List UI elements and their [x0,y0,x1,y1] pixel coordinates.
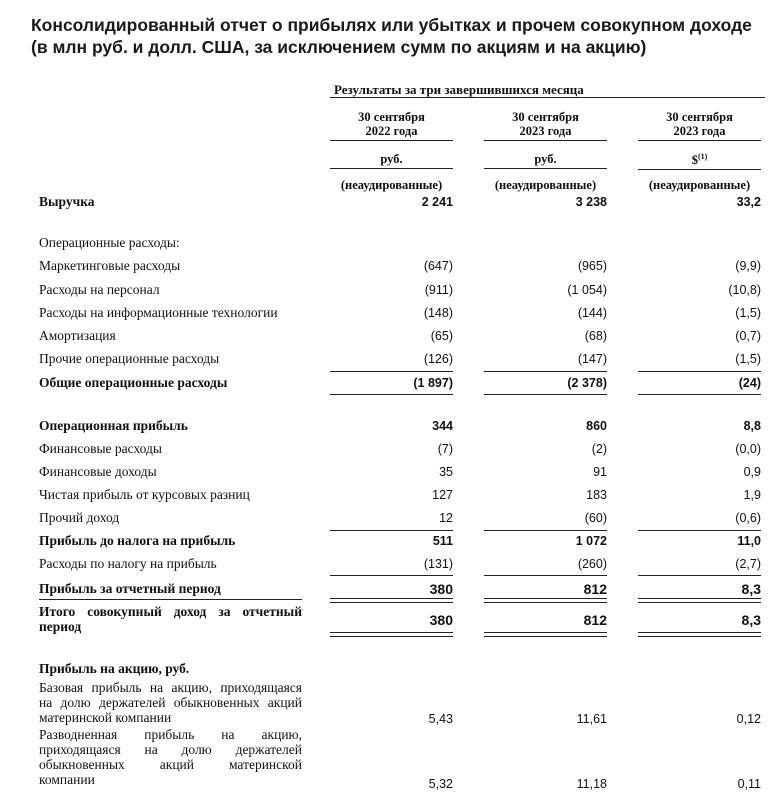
value-col-3: 0,12 [736,712,761,726]
column-2-year: 2023 года [519,124,572,138]
value-col-1: (131) [423,557,453,571]
row-basic-eps [0,710,771,728]
row-diluted-eps [0,775,771,793]
row-label: Расходы на информационные технологии [39,305,278,320]
value-col-2: 812 [583,612,607,628]
value-col-1: 511 [432,534,453,548]
column-header-2 [484,110,607,141]
value-col-2: (60) [584,511,607,525]
report-title [31,14,761,58]
row-label: Маркетинговые расходы [39,258,181,273]
row-fx-gain [0,486,771,504]
total-rule [330,394,453,395]
row-other-income [0,509,771,527]
subtotal-rule [484,575,607,576]
column-1-audit: (неаудированные) [340,178,443,192]
value-col-1: (647) [423,259,453,273]
row-label: Амортизация [39,328,116,343]
row-income-tax [0,555,771,573]
value-col-2: 11,61 [576,712,607,726]
value-col-3: 0,11 [737,777,761,791]
column-3-date: 30 сентября [666,110,733,124]
column-3-currency [638,150,761,170]
label-line-3: материнской компании [39,710,172,725]
column-header-3 [638,110,761,141]
row-eps-header [0,660,771,678]
double-rule [330,632,453,637]
value-col-3: 8,3 [741,581,761,597]
column-2-audit: (неаудированные) [494,178,597,192]
column-1-date: 30 сентября [358,110,425,124]
row-label: Чистая прибыль от курсовых разниц [39,487,250,502]
column-header-1 [330,110,453,141]
row-label: Операционная прибыль [39,418,188,433]
value-col-2: 1 072 [575,534,607,548]
value-col-1: (7) [437,442,453,456]
footnote-ref: (1) [697,152,708,161]
value-col-3: (2,7) [735,557,761,571]
row-label: Прибыль за отчетный период [39,581,221,596]
value-col-3: (0,6) [735,511,761,525]
row-label: Операционные расходы: [39,235,180,250]
row-label: Расходы по налогу на прибыль [39,556,217,571]
row-operating-profit [0,417,771,435]
value-col-3: (1,5) [735,306,761,320]
value-col-2: 860 [586,419,607,433]
row-total-opex [0,374,771,392]
value-col-3: (1,5) [735,352,761,366]
value-col-2: 3 238 [575,195,607,209]
value-col-1: 127 [432,488,453,502]
row-label: Финансовые расходы [39,441,162,456]
value-col-2: 183 [586,488,607,502]
title-line-2: (в млн руб. и долл. США, за исключением сумм по акциям и на акцию) [31,37,647,57]
column-2-date: 30 сентября [512,110,579,124]
value-col-3: 11,0 [737,534,761,548]
subtotal-rule [484,530,607,531]
value-col-1: (148) [423,306,453,320]
title-line-1: Консолидированный отчет о прибылях или убытках и прочем совокупном доходе [31,15,752,35]
column-3-audit: (неаудированные) [648,178,751,192]
value-col-2: (2) [591,442,607,456]
value-col-2: (1 054) [567,283,607,297]
value-col-1: 380 [429,581,453,597]
row-opex-header [0,234,771,252]
value-col-3: (0,0) [735,442,761,456]
row-label: Прочие операционные расходы [39,351,220,366]
row-it [0,304,771,322]
subtotal-rule [330,530,453,531]
value-col-1: (911) [424,283,453,297]
double-rule [484,632,607,637]
row-pretax-profit [0,532,771,550]
row-total-comprehensive [0,611,771,629]
row-label: Финансовые доходы [39,464,157,479]
value-col-1: 5,43 [428,712,453,726]
total-rule [638,394,761,395]
label-line-4: компании [39,772,95,787]
value-col-2: (147) [577,352,607,366]
label-line-1: Разводненная прибыль на акцию, [39,727,302,742]
label-line-2: период [39,619,82,634]
value-col-1: 35 [439,465,453,479]
column-3-year: 2023 года [673,124,726,138]
double-rule [638,598,761,603]
value-col-3: 0,9 [743,465,761,479]
subtotal-rule [484,371,607,372]
value-col-1: 380 [429,612,453,628]
column-3-currency-symbol: $ [691,153,698,168]
value-col-3: (10,8) [728,283,761,297]
row-label: Общие операционные расходы [39,375,228,390]
subtotal-rule [330,371,453,372]
value-col-2: 812 [583,581,607,597]
column-2-currency: руб. [484,152,607,169]
row-depreciation [0,327,771,345]
subtotal-rule [638,371,761,372]
value-col-3: (24) [738,376,761,390]
value-col-2: 11,18 [576,777,607,791]
label-line-1: Итого совокупный доход за отчетный [39,604,302,619]
value-col-3: 8,3 [741,612,761,628]
value-col-2: (965) [577,259,607,273]
row-label: Прибыль на акцию, руб. [39,661,190,676]
subtotal-rule [330,575,453,576]
value-col-1: 2 241 [421,195,453,209]
label-line-1: Базовая прибыль на акцию, приходящаяся [39,680,302,695]
total-rule [484,394,607,395]
row-net-profit [0,580,771,598]
value-col-1: (65) [430,329,453,343]
value-col-3: (0,7) [735,329,761,343]
label-line-2: на долю держателей обыкновенных акций [39,695,302,710]
row-finance-expense [0,440,771,458]
double-rule [330,598,453,603]
value-col-3: 33,2 [736,195,761,209]
row-marketing [0,257,771,275]
row-label: Выручка [39,194,95,209]
value-col-2: (2 378) [567,376,607,390]
value-col-2: (144) [577,306,607,320]
row-label: Прибыль до налога на прибыль [39,533,236,548]
row-other-opex [0,350,771,368]
row-finance-income [0,463,771,481]
value-col-2: 91 [593,465,607,479]
double-rule [638,632,761,637]
value-col-1: 12 [439,511,453,525]
row-revenue [0,193,771,211]
row-label: Расходы на персонал [39,282,160,297]
period-header: Результаты за три завершившихся месяца [330,83,765,98]
label-line-2: приходящаяся на долю держателей [39,742,302,757]
value-col-3: (9,9) [735,259,761,273]
value-col-1: (1 897) [413,376,453,390]
value-col-1: (126) [423,352,453,366]
value-col-2: (260) [577,557,607,571]
column-1-currency: руб. [330,152,453,169]
subtotal-rule [638,575,761,576]
subtotal-rule [638,530,761,531]
value-col-1: 344 [432,419,453,433]
row-label: Прочий доход [39,510,120,525]
label-rule [39,599,302,600]
value-col-3: 8,8 [743,419,761,433]
label-line-3: обыкновенных акций материнской [39,757,302,772]
value-col-1: 5,32 [428,777,453,791]
value-col-2: (68) [584,329,607,343]
row-personnel [0,281,771,299]
column-1-year: 2022 года [365,124,418,138]
double-rule [484,598,607,603]
value-col-3: 1,9 [743,488,761,502]
